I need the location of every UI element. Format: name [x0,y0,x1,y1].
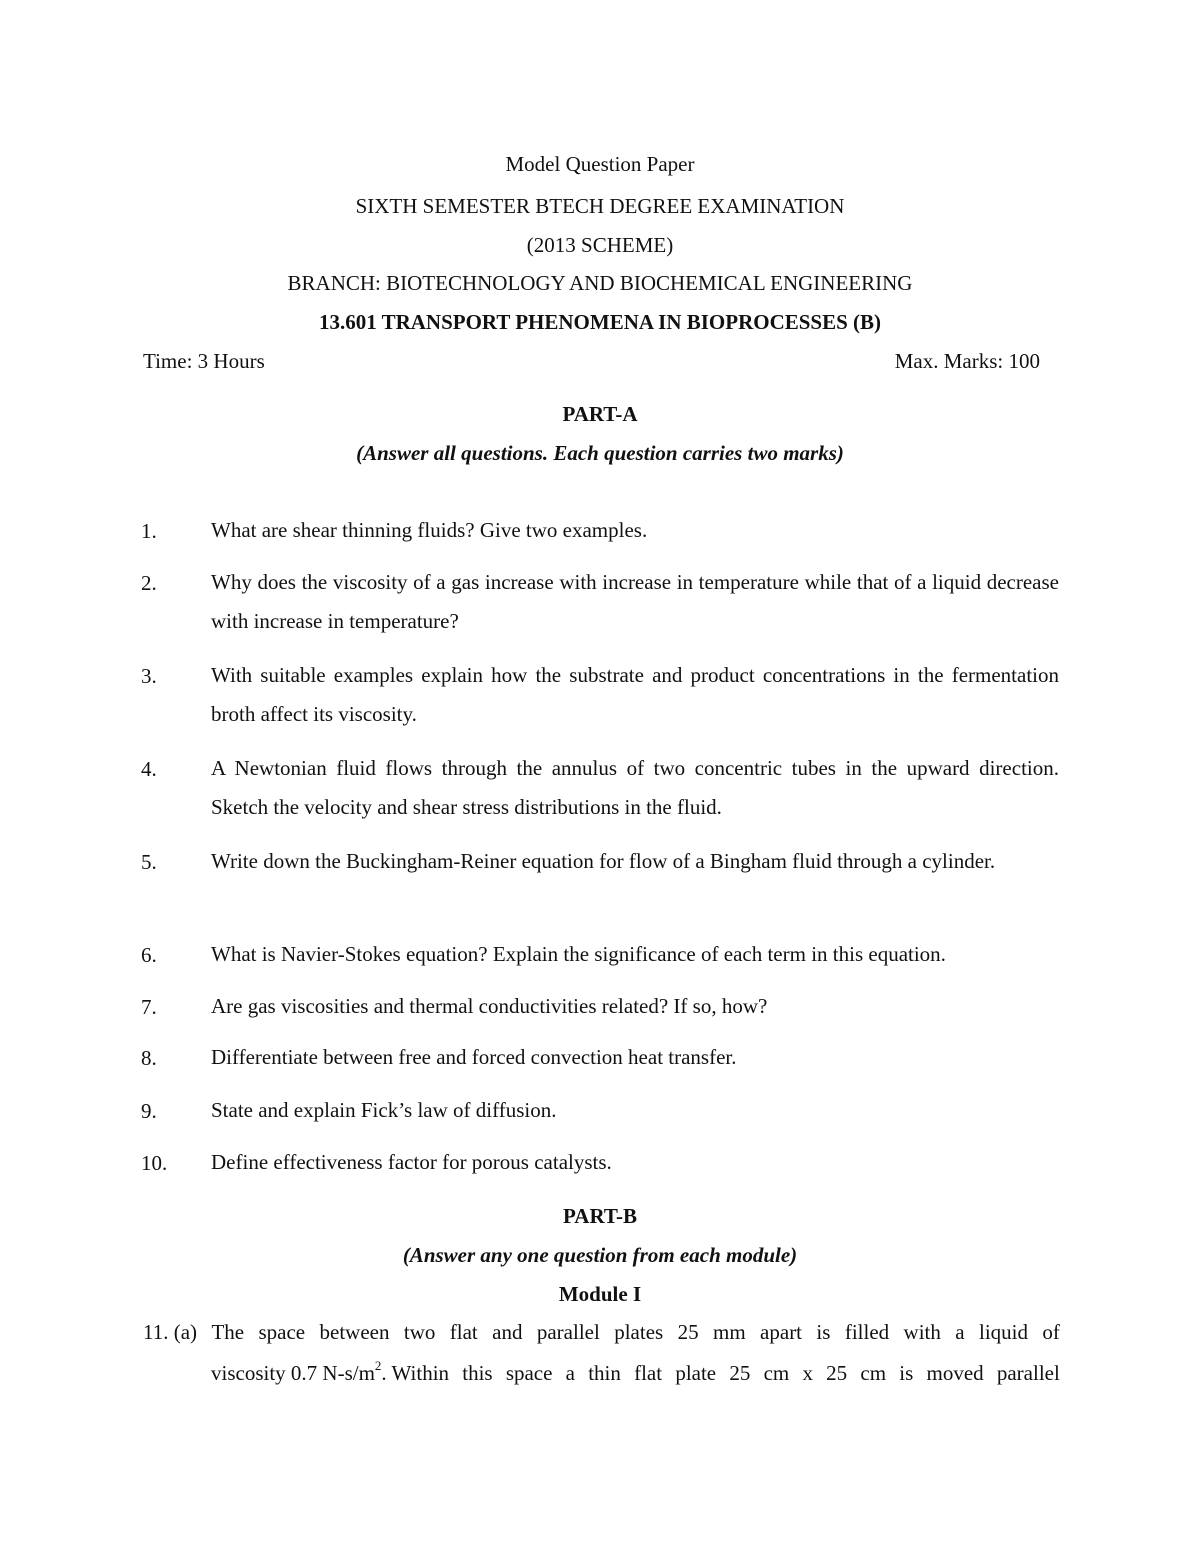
word: liquid [979,1320,1029,1344]
word: parallel [536,1320,600,1344]
question-text: What is Navier-Stokes equation? Explain the significance of each term in this equation. [211,942,946,966]
word: filled [844,1320,890,1344]
question-number: 5. [141,850,157,874]
viscosity-value: viscosity 0.7 N-s/m [211,1361,375,1385]
word: plate [675,1361,717,1385]
question-text: Write down the Buckingham-Reiner equation for flow of a Bingham fluid through a cylinder. [211,849,996,873]
word: parallel [996,1361,1060,1385]
word: with [903,1320,941,1344]
exam-name-heading: SIXTH SEMESTER BTECH DEGREE EXAMINATION [355,194,845,218]
scheme-heading: (2013 SCHEME) [526,233,674,257]
question-text: State and explain Fick’s law of diffusion. [211,1098,557,1122]
word: two [403,1320,436,1344]
word: mm [712,1320,746,1344]
word: and [492,1320,523,1344]
question-number: 2. [141,571,157,595]
paper-type-heading: Model Question Paper [505,152,695,176]
question-number: 4. [141,757,157,781]
question-text: Differentiate between free and forced convection heat transfer. [211,1045,737,1069]
question-number: 3. [141,664,157,688]
question-number: 10. [141,1151,168,1175]
word: cm [763,1361,790,1385]
branch-heading: BRANCH: BIOTECHNOLOGY AND BIOCHEMICAL ENGINEERING [287,271,913,295]
question-11 [143,1312,1060,1394]
unit-exponent: 2 [374,1358,382,1373]
word: x [802,1361,813,1385]
exam-meta-row [143,349,1040,374]
question-text: Define effectiveness factor for porous catalysts. [211,1150,612,1174]
part-a-title: PART-A [562,402,638,426]
word: plates [614,1320,664,1344]
word: space [258,1320,306,1344]
word: thin [588,1361,621,1385]
word: is [816,1320,831,1344]
course-title: 13.601 TRANSPORT PHENOMENA IN BIOPROCESSES (B) [318,310,882,334]
word: is [899,1361,914,1385]
question-text: What are shear thinning fluids? Give two examples. [211,518,648,542]
part-b-instruction: (Answer any one question from each module) [402,1243,798,1267]
question-number: 11. [143,1320,169,1344]
word: apart [760,1320,803,1344]
part-b-title: PART-B [563,1204,637,1228]
question-number: 7. [141,995,157,1019]
word: The [211,1320,245,1344]
word: flat [449,1320,478,1344]
question-number: 1. [141,519,157,543]
word: of [1042,1320,1060,1344]
question-text: Are gas viscosities and thermal conductivities related? If so, how? [211,994,768,1018]
word: 25 [677,1320,699,1344]
module-heading: Module I [558,1282,642,1306]
word: a [565,1361,575,1385]
word: cm [860,1361,887,1385]
question-11-line-1 [143,1312,1060,1353]
word: a [955,1320,965,1344]
question-number: 6. [141,943,157,967]
question-text: With suitable examples explain how the substrate and product concentrations in the fermentation broth affect its viscosity. [211,663,1059,726]
exam-duration: Time: 3 Hours [143,349,265,373]
question-number: 8. [141,1046,157,1070]
word: 25 [729,1361,751,1385]
exam-max-marks: Max. Marks: 100 [894,349,1040,373]
question-text: Why does the viscosity of a gas increase with increase in temperature while that of a liquid decrease with increase in temperature? [211,570,1059,633]
sub-question-label: (a) [173,1320,198,1344]
word: . Within [381,1361,450,1385]
word: 25 [826,1361,848,1385]
word: moved [926,1361,984,1385]
word: this [462,1361,493,1385]
word: space [505,1361,553,1385]
question-11-line-2 [143,1353,1060,1394]
word: flat [634,1361,663,1385]
viscosity-phrase [211,1353,449,1394]
question-number: 9. [141,1099,157,1123]
question-text: A Newtonian fluid flows through the annulus of two concentric tubes in the upward direction. Sketch the velocity and shear stress distributions in the fluid. [211,756,1059,819]
part-a-instruction: (Answer all questions. Each question carries two marks) [356,441,844,465]
word: between [319,1320,390,1344]
